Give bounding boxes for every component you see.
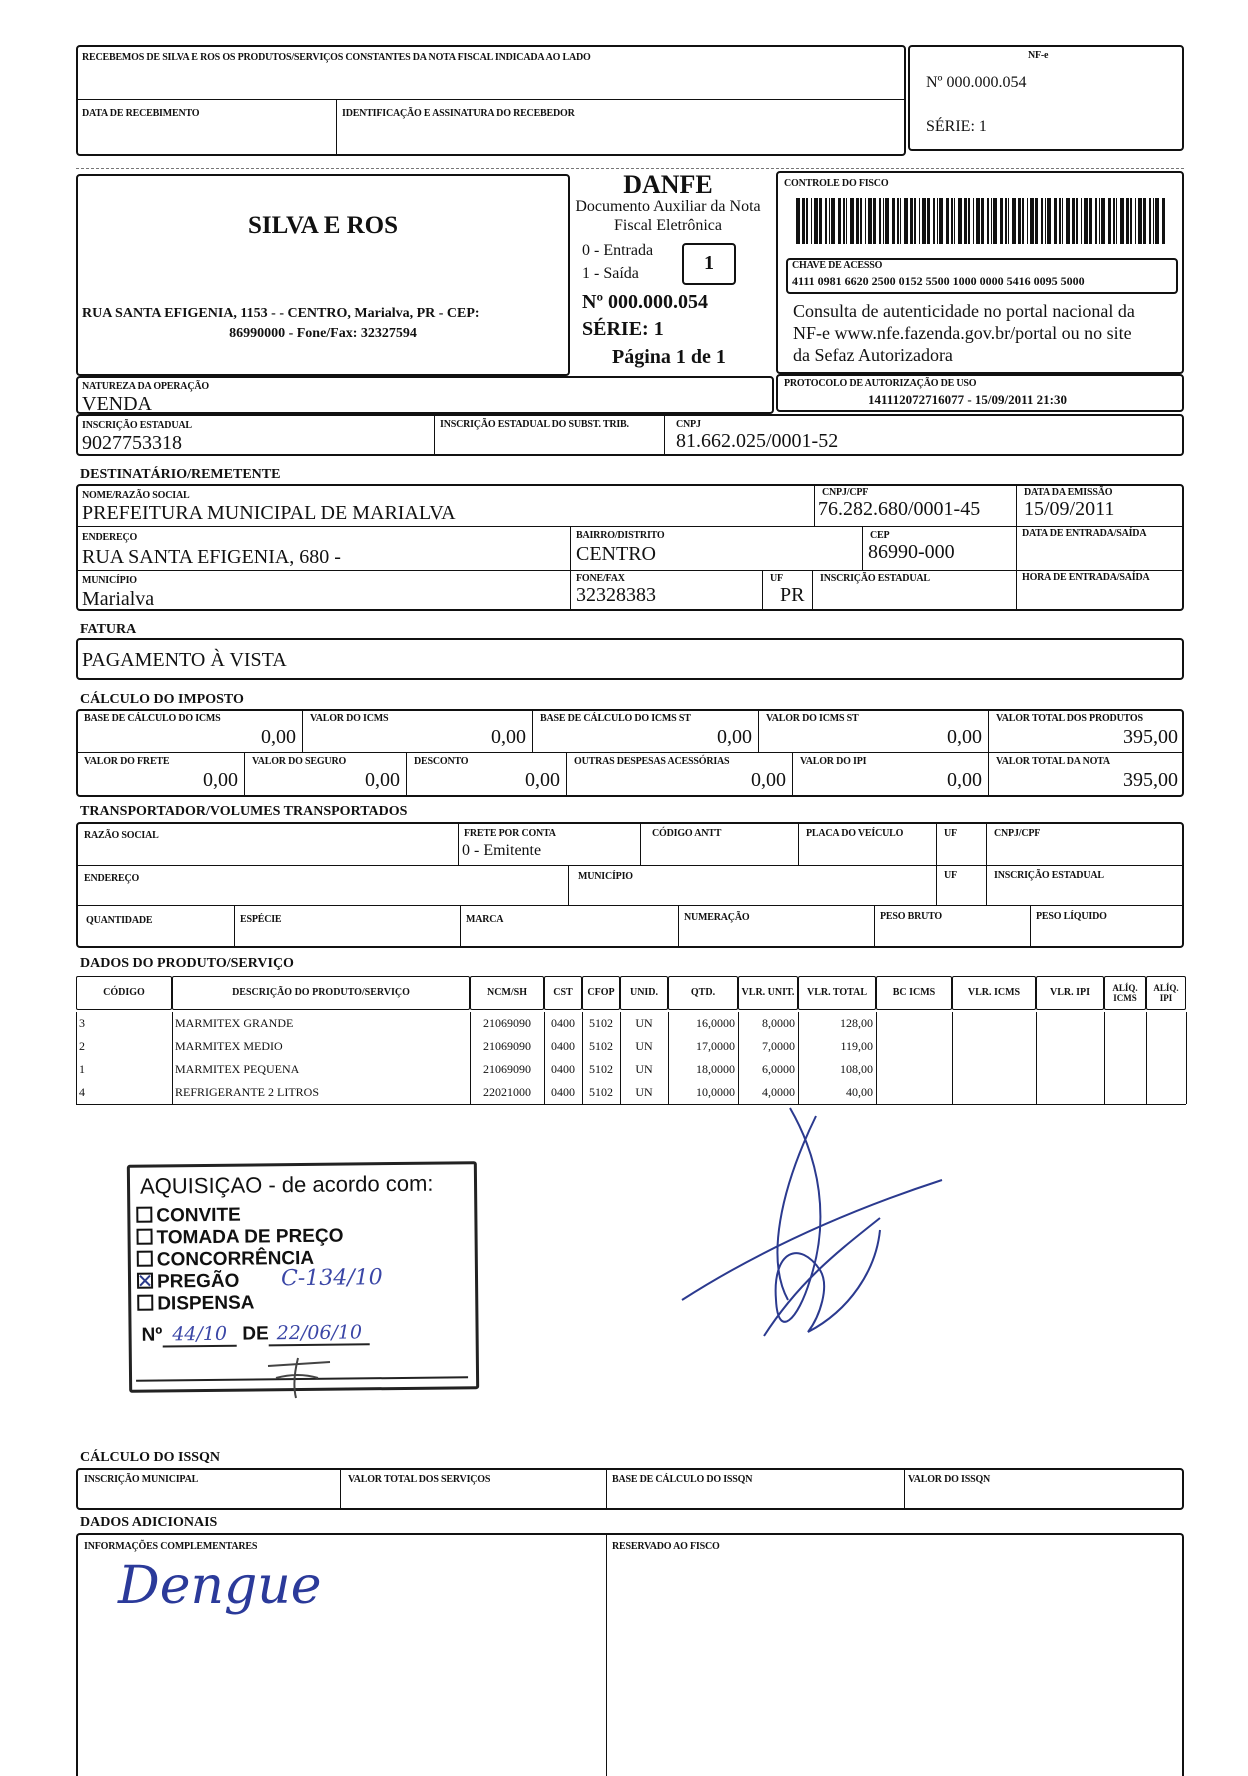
barcode-bar bbox=[968, 198, 970, 244]
carrier-cnpj-label: CNPJ/CPF bbox=[994, 828, 1041, 839]
tax-value: 0,00 bbox=[947, 726, 982, 748]
table-cell: 7,0000 bbox=[762, 1039, 795, 1053]
stamp-title: AQUISIÇAO - de acordo com: bbox=[139, 1170, 434, 1199]
stamp-option-pregao: PREGÃO bbox=[137, 1271, 240, 1294]
table-header-cell: VLR. IPI bbox=[1036, 976, 1104, 1010]
barcode-bar bbox=[993, 198, 997, 244]
barcode-bar bbox=[829, 198, 830, 244]
table-header-cell: BC ICMS bbox=[876, 976, 952, 1010]
tax-label: BASE DE CÁLCULO DO ICMS bbox=[84, 713, 221, 724]
pregao-note: C-134/10 bbox=[280, 1265, 383, 1292]
barcode-bar bbox=[1089, 198, 1092, 244]
invoice-text: PAGAMENTO À VISTA bbox=[82, 649, 287, 671]
barcode-bar bbox=[991, 198, 992, 244]
stamp-number-line: Nº 44/10 DE 22/06/10 bbox=[141, 1321, 370, 1346]
issqn-services-label: VALOR TOTAL DOS SERVIÇOS bbox=[348, 1474, 491, 1485]
danfe-exit: 1 - Saída bbox=[582, 265, 639, 282]
freight-label: FRETE POR CONTA bbox=[464, 828, 556, 839]
barcode-bar bbox=[796, 198, 800, 244]
nature-value: VENDA bbox=[82, 393, 152, 415]
table-cell: 10,0000 bbox=[696, 1085, 735, 1099]
table-cell: 8,0000 bbox=[762, 1016, 795, 1030]
table-cell: 4,0000 bbox=[762, 1085, 795, 1099]
fisco-consult-2: NF-e www.nfe.fazenda.gov.br/portal ou no site bbox=[793, 323, 1132, 343]
ie-st-label: INSCRIÇÃO ESTADUAL DO SUBST. TRIB. bbox=[440, 419, 629, 430]
checked-checkbox-icon bbox=[137, 1273, 153, 1289]
barcode-bar bbox=[819, 198, 822, 244]
tax-label: VALOR TOTAL DA NOTA bbox=[996, 756, 1110, 767]
barcode-bar bbox=[802, 198, 805, 244]
stamp-option-concorrencia: CONCORRÊNCIA bbox=[137, 1248, 315, 1272]
table-cell: 0400 bbox=[551, 1016, 575, 1030]
barcode-bar bbox=[838, 198, 841, 244]
table-header-cell: NCM/SH bbox=[470, 976, 544, 1010]
barcode-bar bbox=[814, 198, 818, 244]
tax-value: 0,00 bbox=[947, 769, 982, 791]
table-cell: MARMITEX PEQUENA bbox=[175, 1062, 300, 1076]
table-cell: UN bbox=[635, 1085, 653, 1099]
receipt-sign-label: IDENTIFICAÇÃO E ASSINATURA DO RECEBEDOR bbox=[342, 108, 575, 119]
tax-label: BASE DE CÁLCULO DO ICMS ST bbox=[540, 713, 691, 724]
table-header-cell: CFOP bbox=[582, 976, 620, 1010]
barcode-bar bbox=[954, 198, 955, 244]
carrier-address-label: ENDEREÇO bbox=[84, 873, 140, 884]
danfe-entry: 0 - Entrada bbox=[582, 242, 654, 259]
table-cell: UN bbox=[635, 1016, 653, 1030]
table-cell: MARMITEX MEDIO bbox=[175, 1039, 283, 1053]
tax-value: 0,00 bbox=[717, 726, 752, 748]
barcode-bar bbox=[939, 198, 943, 244]
additional-section: DADOS ADICIONAIS bbox=[80, 1515, 218, 1530]
carrier-uf-label: UF bbox=[944, 828, 957, 839]
barcode-bar bbox=[850, 198, 854, 244]
barcode-bar bbox=[1162, 198, 1165, 244]
barcode-bar bbox=[1095, 198, 1097, 244]
barcode-bar bbox=[1099, 198, 1100, 244]
table-cell: 21069090 bbox=[483, 1016, 531, 1030]
checkbox-icon bbox=[137, 1295, 153, 1311]
barcode-bar bbox=[919, 198, 920, 244]
barcode-bar bbox=[933, 198, 935, 244]
barcode-bar bbox=[1101, 198, 1105, 244]
stamp-signature bbox=[258, 1352, 338, 1402]
table-cell: 5102 bbox=[589, 1039, 613, 1053]
city-label: MUNICÍPIO bbox=[82, 575, 137, 586]
transport-section: TRANSPORTADOR/VOLUMES TRANSPORTADOS bbox=[80, 804, 408, 819]
transport-box bbox=[76, 822, 1184, 948]
tax-value: 0,00 bbox=[525, 769, 560, 791]
stamp-date: 22/06/10 bbox=[269, 1321, 371, 1346]
barcode-bar bbox=[946, 198, 949, 244]
emitter-name: SILVA E ROS bbox=[247, 212, 399, 239]
stamp-option-tomada: TOMADA DE PREÇO bbox=[136, 1226, 343, 1250]
district-label: BAIRRO/DISTRITO bbox=[576, 530, 665, 541]
barcode-bar bbox=[1143, 198, 1146, 244]
receipt-series: SÉRIE: 1 bbox=[926, 118, 987, 135]
recipient-address-label: ENDEREÇO bbox=[82, 532, 138, 543]
tax-label: VALOR DO ICMS bbox=[310, 713, 389, 724]
table-cell: 17,0000 bbox=[696, 1039, 735, 1053]
danfe-subtitle-2: Fiscal Eletrônica bbox=[614, 217, 722, 234]
table-cell: 22021000 bbox=[483, 1085, 531, 1099]
recipient-ie-label: INSCRIÇÃO ESTADUAL bbox=[820, 573, 930, 584]
barcode-bar bbox=[860, 198, 862, 244]
barcode-bar bbox=[825, 198, 827, 244]
protocol-value: 141112072716077 - 15/09/2011 21:30 bbox=[868, 392, 1067, 407]
table-header-cell: VLR. UNIT. bbox=[738, 976, 798, 1010]
products-section: DADOS DO PRODUTO/SERVIÇO bbox=[80, 956, 294, 971]
barcode-bar bbox=[937, 198, 938, 244]
species-label: ESPÉCIE bbox=[240, 914, 282, 925]
barcode-bar bbox=[1126, 198, 1129, 244]
recipient-address: RUA SANTA EFIGENIA, 680 - bbox=[82, 546, 341, 568]
table-header-cell: ALÍQ. IPI bbox=[1146, 976, 1186, 1010]
table-cell: 18,0000 bbox=[696, 1062, 735, 1076]
table-cell: MARMITEX GRANDE bbox=[175, 1016, 294, 1030]
invoice-section: FATURA bbox=[80, 622, 137, 637]
barcode-bar bbox=[843, 198, 845, 244]
access-key: 4111 0981 6620 2500 0152 5500 1000 0000 5416 0095 5000 bbox=[792, 274, 1085, 288]
barcode-bar bbox=[922, 198, 926, 244]
issqn-value-label: VALOR DO ISSQN bbox=[908, 1474, 991, 1485]
barcode-bar bbox=[811, 198, 812, 244]
table-header-cell: DESCRIÇÃO DO PRODUTO/SERVIÇO bbox=[172, 976, 470, 1010]
barcode-bar bbox=[1008, 198, 1009, 244]
tax-value: 0,00 bbox=[365, 769, 400, 791]
table-cell: 21069090 bbox=[483, 1039, 531, 1053]
barcode-bar bbox=[883, 198, 884, 244]
barcode-bar bbox=[1047, 198, 1051, 244]
table-cell: 2 bbox=[79, 1039, 85, 1053]
barcode-bar bbox=[806, 198, 808, 244]
barcode-bar bbox=[1018, 198, 1021, 244]
barcode-bar bbox=[1113, 198, 1115, 244]
barcode-bar bbox=[1066, 198, 1070, 244]
tax-section: CÁLCULO DO IMPOSTO bbox=[80, 692, 244, 707]
tax-value: 0,00 bbox=[751, 769, 786, 791]
barcode-bar bbox=[1041, 198, 1043, 244]
checkbox-icon bbox=[136, 1229, 152, 1245]
barcode-bar bbox=[1153, 198, 1154, 244]
tax-label: VALOR DO IPI bbox=[800, 756, 867, 767]
checkbox-icon bbox=[136, 1207, 152, 1223]
tax-label: VALOR TOTAL DOS PRODUTOS bbox=[996, 713, 1143, 724]
fisco-consult-1: Consulta de autenticidade no portal nacional da bbox=[793, 301, 1135, 321]
table-cell: 0400 bbox=[551, 1062, 575, 1076]
barcode-bar bbox=[856, 198, 859, 244]
receipt-date-label: DATA DE RECEBIMENTO bbox=[82, 108, 200, 119]
receipt-number: Nº 000.000.054 bbox=[926, 74, 1027, 91]
net-weight-label: PESO LÍQUIDO bbox=[1036, 911, 1107, 922]
table-cell: 5102 bbox=[589, 1016, 613, 1030]
cep-value: 86990-000 bbox=[868, 541, 955, 563]
phone-value: 32328383 bbox=[576, 584, 656, 606]
barcode-bar bbox=[1135, 198, 1136, 244]
barcode-bar bbox=[873, 198, 876, 244]
table-cell: 3 bbox=[79, 1016, 85, 1030]
stamp-option-dispensa: DISPENSA bbox=[137, 1293, 254, 1316]
barcode-bar bbox=[1072, 198, 1075, 244]
table-cell: 40,00 bbox=[846, 1085, 873, 1099]
ie-label: INSCRIÇÃO ESTADUAL bbox=[82, 420, 192, 431]
barcode-bar bbox=[981, 198, 984, 244]
gross-weight-label: PESO BRUTO bbox=[880, 911, 942, 922]
barcode-bar bbox=[868, 198, 872, 244]
additional-info-label: INFORMAÇÕES COMPLEMENTARES bbox=[84, 1541, 258, 1552]
table-cell: 0400 bbox=[551, 1039, 575, 1053]
receipt-nfe-label: NF-e bbox=[1028, 50, 1049, 61]
barcode-bar bbox=[1030, 198, 1034, 244]
nature-label: NATUREZA DA OPERAÇÃO bbox=[82, 381, 209, 392]
emitter-box bbox=[76, 174, 570, 376]
barcode-bar bbox=[885, 198, 889, 244]
table-cell: UN bbox=[635, 1062, 653, 1076]
protocol-label: PROTOCOLO DE AUTORIZAÇÃO DE USO bbox=[784, 378, 977, 389]
barcode-bar bbox=[1045, 198, 1046, 244]
barcode-bar bbox=[1081, 198, 1082, 244]
issqn-section: CÁLCULO DO ISSQN bbox=[80, 1450, 221, 1465]
table-header-cell: QTD. bbox=[668, 976, 738, 1010]
tax-value: 0,00 bbox=[491, 726, 526, 748]
tax-value: 395,00 bbox=[1123, 769, 1178, 791]
barcode-bar bbox=[964, 198, 967, 244]
emitter-address-1: RUA SANTA EFIGENIA, 1153 - - CENTRO, Marialva, PR - CEP: bbox=[82, 306, 480, 321]
barcode-bar bbox=[1084, 198, 1088, 244]
danfe-type-value: 1 bbox=[704, 252, 714, 274]
barcode-bar bbox=[1062, 198, 1063, 244]
access-key-label: CHAVE DE ACESSO bbox=[792, 260, 883, 271]
barcode-bar bbox=[865, 198, 866, 244]
danfe-subtitle-1: Documento Auxiliar da Nota bbox=[575, 198, 761, 215]
signature bbox=[680, 1100, 950, 1360]
table-header-cell: VLR. ICMS bbox=[952, 976, 1036, 1010]
barcode-bar bbox=[897, 198, 899, 244]
carrier-uf2-label: UF bbox=[944, 870, 957, 881]
table-cell: 0400 bbox=[551, 1085, 575, 1099]
quantity-label: QUANTIDADE bbox=[86, 915, 153, 926]
table-cell: UN bbox=[635, 1039, 653, 1053]
danfe-page: Página 1 de 1 bbox=[612, 346, 726, 368]
barcode-bar bbox=[1149, 198, 1151, 244]
table-cell: 108,00 bbox=[840, 1062, 873, 1076]
inout-time-label: HORA DE ENTRADA/SAÍDA bbox=[1022, 572, 1150, 583]
barcode bbox=[796, 198, 1166, 244]
carrier-city-label: MUNICÍPIO bbox=[578, 871, 633, 882]
uf-label: UF bbox=[770, 573, 783, 584]
table-cell: 128,00 bbox=[840, 1016, 873, 1030]
barcode-bar bbox=[904, 198, 908, 244]
carrier-name-label: RAZÃO SOCIAL bbox=[84, 830, 159, 841]
barcode-bar bbox=[1120, 198, 1124, 244]
stamp-option-convite: CONVITE bbox=[136, 1205, 241, 1228]
barcode-bar bbox=[900, 198, 901, 244]
barcode-bar bbox=[1138, 198, 1142, 244]
barcode-bar bbox=[1000, 198, 1003, 244]
tax-value: 395,00 bbox=[1123, 726, 1178, 748]
recipient-name-label: NOME/RAZÃO SOCIAL bbox=[82, 490, 190, 501]
barcode-bar bbox=[1022, 198, 1024, 244]
barcode-bar bbox=[879, 198, 881, 244]
cep-label: CEP bbox=[870, 530, 890, 541]
table-cell: 1 bbox=[79, 1062, 85, 1076]
tax-value: 0,00 bbox=[203, 769, 238, 791]
barcode-bar bbox=[914, 198, 916, 244]
table-header-cell: UNID. bbox=[620, 976, 668, 1010]
table-header-cell: CÓDIGO bbox=[76, 976, 172, 1010]
tax-value: 0,00 bbox=[261, 726, 296, 748]
brand-label: MARCA bbox=[466, 914, 504, 925]
tax-label: VALOR DO SEGURO bbox=[252, 756, 347, 767]
emission-date: 15/09/2011 bbox=[1024, 498, 1115, 520]
danfe-number: Nº 000.000.054 bbox=[582, 291, 709, 313]
city-value: Marialva bbox=[82, 588, 155, 610]
additional-handwritten: Dengue bbox=[118, 1556, 322, 1616]
barcode-bar bbox=[846, 198, 847, 244]
numbering-label: NUMERAÇÃO bbox=[684, 912, 750, 923]
barcode-bar bbox=[1059, 198, 1061, 244]
recipient-cnpj: 76.282.680/0001-45 bbox=[818, 498, 981, 520]
uf-value: PR bbox=[780, 584, 805, 606]
emitter-address-2: 86990000 - Fone/Fax: 32327594 bbox=[229, 326, 417, 341]
table-cell: 5102 bbox=[589, 1062, 613, 1076]
barcode-bar bbox=[1116, 198, 1117, 244]
barcode-bar bbox=[1054, 198, 1057, 244]
ie-row-box bbox=[76, 414, 1184, 456]
receipt-text: RECEBEMOS DE SILVA E ROS OS PRODUTOS/SERVIÇOS CONSTANTES DA NOTA FISCAL INDICADA AO LADO bbox=[82, 52, 591, 63]
barcode-bar bbox=[1108, 198, 1111, 244]
tax-label: VALOR DO ICMS ST bbox=[766, 713, 859, 724]
fisco-control-label: CONTROLE DO FISCO bbox=[784, 178, 889, 189]
recipient-cnpj-label: CNPJ/CPF bbox=[822, 487, 869, 498]
phone-label: FONE/FAX bbox=[576, 573, 625, 584]
barcode-bar bbox=[951, 198, 953, 244]
barcode-bar bbox=[927, 198, 930, 244]
barcode-bar bbox=[976, 198, 980, 244]
plate-label: PLACA DO VEÍCULO bbox=[806, 828, 904, 839]
table-cell: REFRIGERANTE 2 LITROS bbox=[175, 1085, 319, 1099]
table-cell: 119,00 bbox=[840, 1039, 873, 1053]
table-cell: 4 bbox=[79, 1085, 85, 1099]
table-header-cell: ALÍQ. ICMS bbox=[1104, 976, 1146, 1010]
reserved-fisco-label: RESERVADO AO FISCO bbox=[612, 1541, 720, 1552]
barcode-bar bbox=[987, 198, 989, 244]
cnpj-label: CNPJ bbox=[676, 419, 701, 430]
barcode-bar bbox=[892, 198, 895, 244]
recipient-section: DESTINATÁRIO/REMETENTE bbox=[80, 467, 281, 482]
table-cell: 16,0000 bbox=[696, 1016, 735, 1030]
table-header-cell: VLR. TOTAL bbox=[798, 976, 876, 1010]
barcode-bar bbox=[958, 198, 962, 244]
table-header-cell: CST bbox=[544, 976, 582, 1010]
antt-label: CÓDIGO ANTT bbox=[652, 828, 722, 839]
barcode-bar bbox=[1130, 198, 1132, 244]
barcode-bar bbox=[1012, 198, 1016, 244]
stamp-number: 44/10 bbox=[162, 1323, 237, 1348]
barcode-bar bbox=[1027, 198, 1028, 244]
checkbox-icon bbox=[137, 1251, 153, 1267]
barcode-bar bbox=[1005, 198, 1007, 244]
cnpj-value: 81.662.025/0001-52 bbox=[676, 430, 839, 452]
district-value: CENTRO bbox=[576, 543, 656, 565]
fisco-consult-3: da Sefaz Autorizadora bbox=[793, 345, 953, 365]
carrier-ie-label: INSCRIÇÃO ESTADUAL bbox=[994, 870, 1104, 881]
tax-label: VALOR DO FRETE bbox=[84, 756, 170, 767]
table-cell: 6,0000 bbox=[762, 1062, 795, 1076]
table-cell: 21069090 bbox=[483, 1062, 531, 1076]
barcode-bar bbox=[973, 198, 974, 244]
issqn-base-label: BASE DE CÁLCULO DO ISSQN bbox=[612, 1474, 753, 1485]
issqn-municipal-label: INSCRIÇÃO MUNICIPAL bbox=[84, 1474, 199, 1485]
danfe-title: DANFE bbox=[623, 170, 713, 199]
recipient-name: PREFEITURA MUNICIPAL DE MARIALVA bbox=[82, 502, 456, 524]
barcode-bar bbox=[910, 198, 913, 244]
freight-value: 0 - Emitente bbox=[462, 842, 542, 859]
tax-label: DESCONTO bbox=[414, 756, 469, 767]
ie-value: 9027753318 bbox=[82, 432, 182, 454]
emission-label: DATA DA EMISSÃO bbox=[1024, 487, 1113, 498]
danfe-series: SÉRIE: 1 bbox=[582, 318, 664, 340]
inout-date-label: DATA DE ENTRADA/SAÍDA bbox=[1022, 528, 1147, 539]
tax-label: OUTRAS DESPESAS ACESSÓRIAS bbox=[574, 756, 730, 767]
barcode-bar bbox=[831, 198, 835, 244]
barcode-bar bbox=[1076, 198, 1078, 244]
table-cell: 5102 bbox=[589, 1085, 613, 1099]
barcode-bar bbox=[1155, 198, 1159, 244]
barcode-bar bbox=[1035, 198, 1038, 244]
